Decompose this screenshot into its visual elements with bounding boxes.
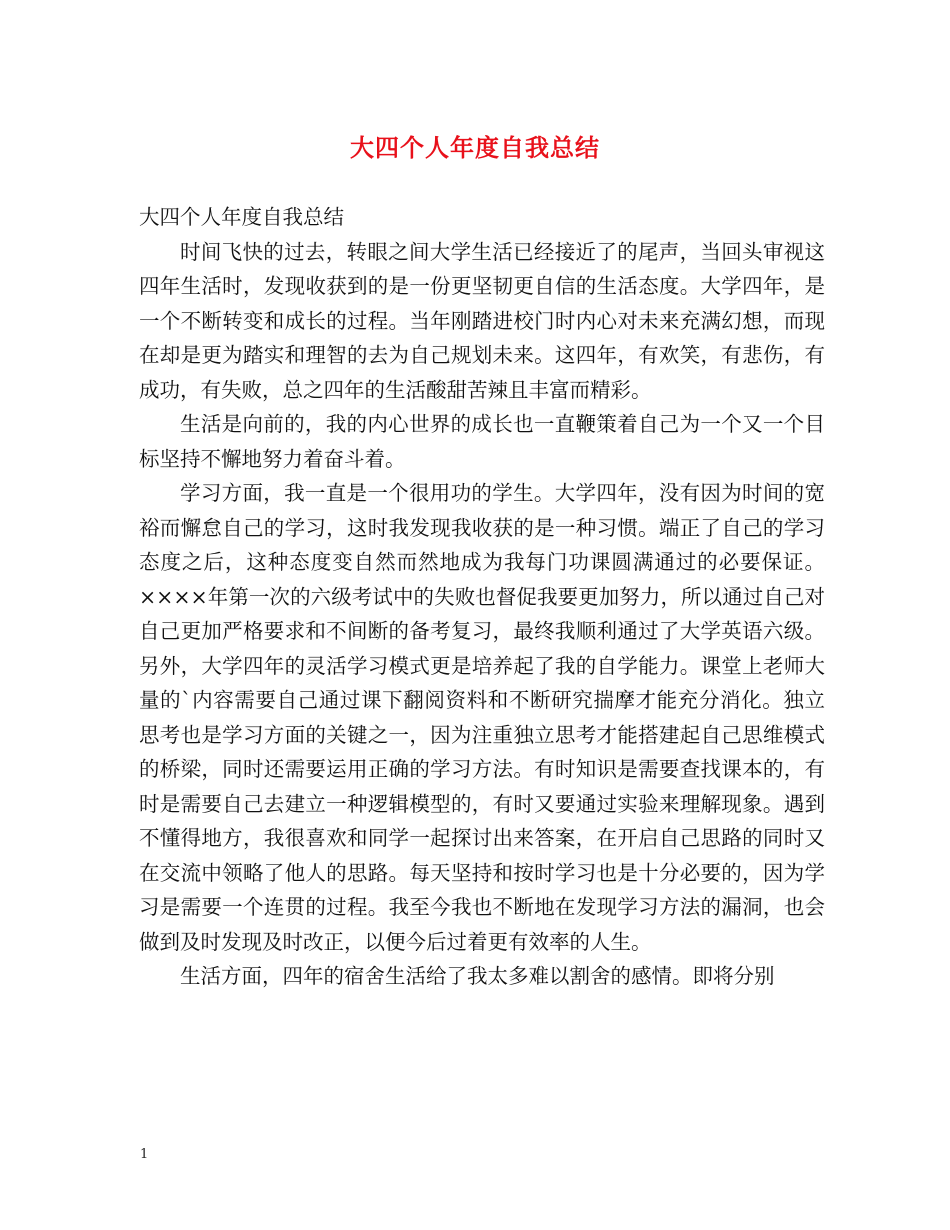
paragraph-life: 生活方面，四年的宿舍生活给了我太多难以割舍的感情。即将分别 [180,964,775,988]
paragraph-life-forward: 生活是向前的，我的内心世界的成长也一直鞭策着自己为一个又一个目标坚持不懈地努力着奋斗着。 [139,412,825,471]
page-number: 1 [140,1147,149,1162]
document-body [139,200,825,994]
subtitle-line: 大四个人年度自我总结 [139,205,344,229]
paragraph-study: 学习方面，我一直是一个很用功的学生。大学四年，没有因为时间的宽裕而懈怠自己的学习，这时我发现我收获的是一种习惯。端正了自己的学习态度之后，这种态度变自然而然地成为我每门功课圆满通过的必要保证。××××年第一次的六级考试中的失败也督促我要更加努力，所以通过自己对自己更加严格要求和不间断的备考复习，最终我顺利通过了大学英语六级。另外，大学四年的灵活学习模式更是培养起了我的自学能力。课堂上老师大量的`内容需要自己通过课下翻阅资料和不断研究揣摩才能充分消化。独立思考也是学习方面的关键之一，因为注重独立思考才能搭建起自己思维模式的桥梁，同时还需要运用正确的学习方法。有时知识是需要查找课本的，有时是需要自己去建立一种逻辑模型的，有时又要通过实验来理解现象。遇到不懂得地方，我很喜欢和同学一起探讨出来答案，在开启自己思路的同时又在交流中领略了他人的思路。每天坚持和按时学习也是十分必要的，因为学习是需要一个连贯的过程。我至今我也不断地在发现学习方法的漏洞，也会做到及时发现及时改正，以便今后过着更有效率的人生。 [139,481,825,954]
paragraph-intro: 时间飞快的过去，转眼之间大学生活已经接近了的尾声，当回头审视这四年生活时，发现收获到的是一份更坚韧更自信的生活态度。大学四年，是一个不断转变和成长的过程。当年刚踏进校门时内心对未来充满幻想，而现在却是更为踏实和理智的去为自己规划未来。这四年，有欢笑，有悲伤，有成功，有失败，总之四年的生活酸甜苦辣且丰富而精彩。 [139,239,825,402]
document-title: 大四个人年度自我总结 [350,133,600,162]
